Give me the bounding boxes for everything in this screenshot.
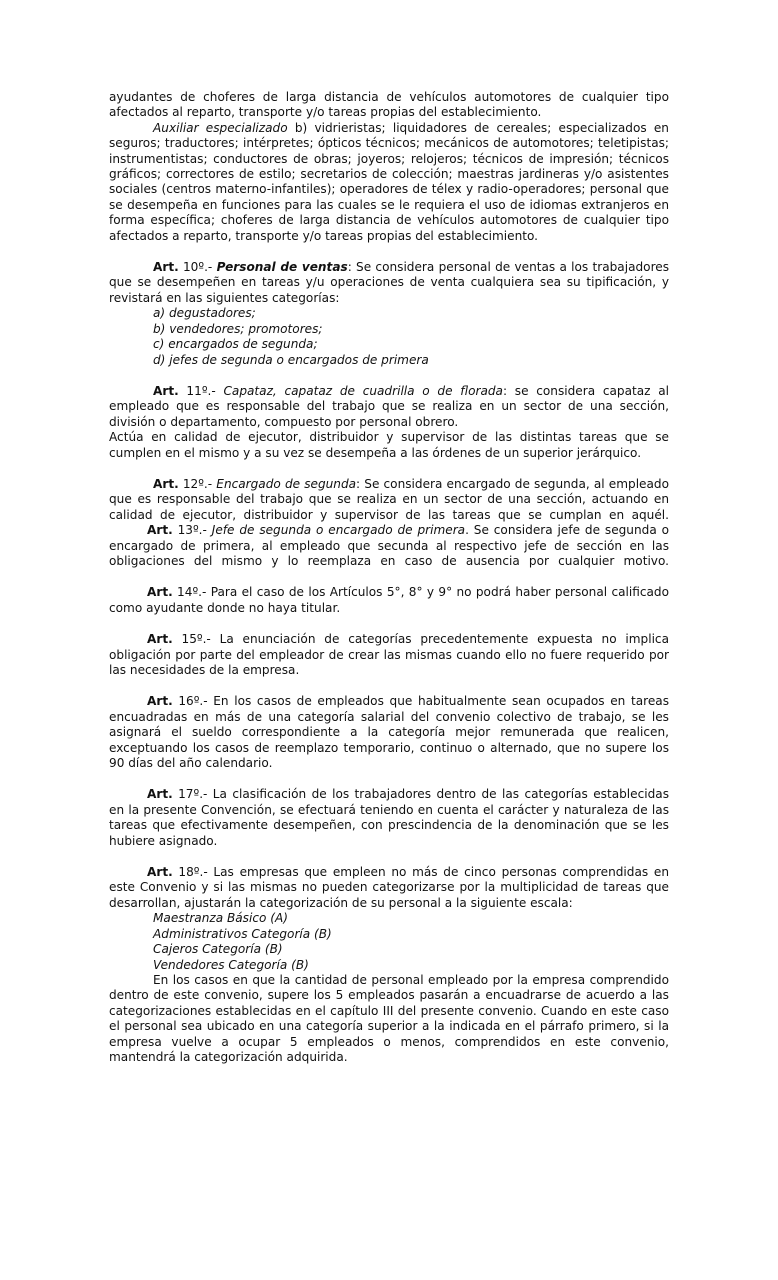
list-item: a) degustadores; xyxy=(153,306,256,321)
article-title: Capataz, capataz de cuadrilla o de florada xyxy=(223,383,503,398)
article-15 xyxy=(109,632,669,678)
article-label: Art. xyxy=(153,383,179,398)
article-13 xyxy=(109,523,669,569)
article-label: Art. xyxy=(147,787,173,802)
article-label: Art. xyxy=(147,632,173,647)
paragraph-intro-tail: ayudantes de choferes de larga distancia de vehículos automotores de cualquier tipo afectados al reparto, transporte y/o tareas propias del establecimiento. xyxy=(109,90,669,120)
article-text: : Se considera personal de ventas a los trabajadores que se desempeñen en tareas y/u operaciones de venta cualquiera sea su tipificación, y revistará en las siguientes categorías: xyxy=(109,260,670,305)
article-text: : Se considera encargado de segunda, al empleado que es responsable del trabajo que se realiza en un sector de una sección, actuando en calidad de ejecutor, distribuidor y supervisor de las tareas que se cumplan en aquél. xyxy=(109,476,669,522)
scale-item: Cajeros Categoría (B) xyxy=(153,942,283,957)
article-label: Art. xyxy=(153,260,179,275)
article-18-closing: En los casos en que la cantidad de personal empleado por la empresa comprendido dentro de este convenio, supere los 5 empleados pasarán a encuadrarse de acuerdo a las categorizaciones establecidas en el capítulo III del presente convenio. Cuando en este caso el personal sea ubicado en una categoría superior a la indicada en el párrafo primero, si la empresa vuelve a ocupar 5 empleados o menos, comprendidos en este convenio, mantendrá la categorización adquirida. xyxy=(109,972,669,1064)
article-number: 11º.- xyxy=(178,383,224,398)
list-item: b) vendedores; promotores; xyxy=(153,321,323,336)
list-item: d) jefes de segunda o encargados de primera xyxy=(153,352,429,367)
article-text: : se considera capataz al empleado que es responsable del trabajo que se realiza en un sector de una sección, división o departamento, compuesto por personal obrero. xyxy=(109,383,669,429)
article-text: 18º.- Las empresas que empleen no más de cinco personas comprendidas en este Convenio y si las mismas no pueden categorizarse por la multiplicidad de tareas que desarrollan, ajustarán la categorización de su personal a la siguiente escala: xyxy=(109,865,669,910)
article-14 xyxy=(109,585,669,616)
auxiliar-label: Auxiliar especializado xyxy=(153,120,288,135)
article-18-scale xyxy=(109,911,669,973)
article-number: 10º.- xyxy=(178,260,217,275)
article-label: Art. xyxy=(147,523,173,538)
article-title: Personal de ventas xyxy=(216,260,348,275)
scale-item: Maestranza Básico (A) xyxy=(153,911,288,926)
article-10-category-list xyxy=(109,306,669,368)
article-label: Art. xyxy=(147,865,173,880)
article-11 xyxy=(109,384,669,430)
document-page xyxy=(109,90,669,1065)
article-title: Jefe de segunda o encargado de primera xyxy=(211,523,466,538)
scale-item: Administrativos Categoría (B) xyxy=(153,926,332,941)
scale-item: Vendedores Categoría (B) xyxy=(153,957,309,972)
article-16 xyxy=(109,694,669,771)
list-item: c) encargados de segunda; xyxy=(153,337,318,352)
article-17 xyxy=(109,787,669,849)
article-11-continuation: Actúa en calidad de ejecutor, distribuidor y supervisor de las distintas tareas que se cumplen en el mismo y a su vez se desempeña a las órdenes de un superior jerárquico. xyxy=(109,430,669,460)
article-number: 12º.- xyxy=(178,476,217,491)
article-title: Encargado de segunda xyxy=(216,476,357,491)
article-text: 17º.- La clasificación de los trabajadores dentro de las categorías establecidas en la presente Convención, se efectuará teniendo en cuenta el carácter y naturaleza de las tareas que efectivamente desempeñen, con prescindencia de la denominación que se les hubiere asignado. xyxy=(109,787,669,848)
article-number: 13º.- xyxy=(172,523,212,538)
article-text: 15º.- La enunciación de categorías precedentemente expuesta no implica obligación por parte del empleador de crear las mismas cuando ello no fuere requerido por las necesidades de la empresa. xyxy=(109,632,669,677)
article-text: 14º.- Para el caso de los Artículos 5°, 8° y 9° no podrá haber personal calificado como ayudante donde no haya titular. xyxy=(109,585,669,615)
article-label: Art. xyxy=(153,476,179,491)
article-text: . Se considera jefe de segunda o encargado de primera, al empleado que secunda al respectivo jefe de sección en las obligaciones del mismo y lo reemplaza en caso de ausencia por cualquier motivo. xyxy=(109,523,669,568)
auxiliar-text: b) vidrieristas; liquidadores de cereales; especializados en seguros; traductores; intérpretes; ópticos técnicos; mecánicos de automotores; teletipistas; instrumentistas; conductores de obras; joyeros; relojeros; técnicos de impresión; técnicos gráficos; correctores de estilo; secretarios de colección; maestras jardineras y/o asistentes sociales (centros materno-infantiles); operadores de télex y radio-operadores; personal que se desempeña en funciones para las cuales se le requiera el uso de idiomas extranjeros en forma específica; choferes de larga distancia de vehículos automotores de cualquier tipo afectados a reparto, transporte y/o tareas propias del establecimiento. xyxy=(109,120,669,243)
article-10 xyxy=(109,260,669,306)
article-text: 16º.- En los casos de empleados que habitualmente sean ocupados en tareas encuadradas en más de una categoría salarial del convenio colectivo de trabajo, se les asignará el sueldo correspondiente a la categoría mejor remunerada que realicen, exceptuando los casos de reemplazo temporario, continuo o alternado, que no supere los 90 días del año calendario. xyxy=(109,694,669,771)
article-12 xyxy=(109,477,669,523)
article-18 xyxy=(109,865,669,911)
article-label: Art. xyxy=(147,694,173,709)
paragraph-auxiliar-especializado xyxy=(109,121,669,244)
article-label: Art. xyxy=(147,585,173,600)
